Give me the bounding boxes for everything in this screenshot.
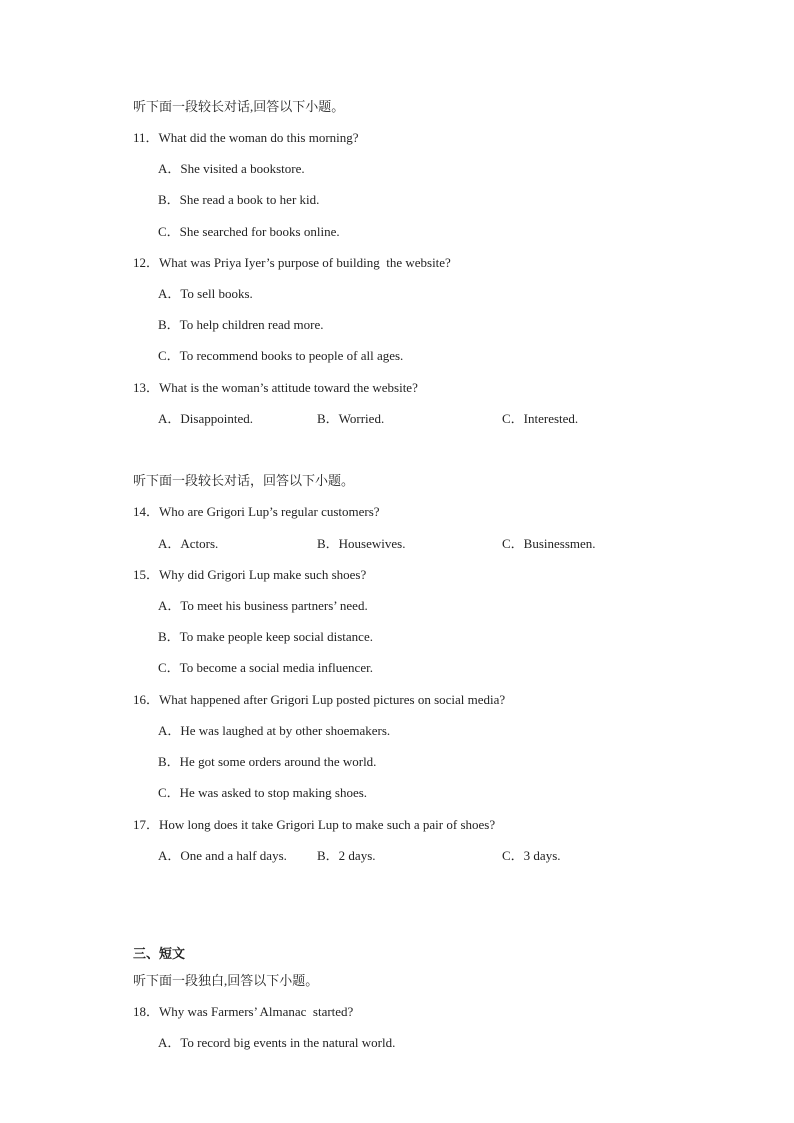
question-stem: 15．Why did Grigori Lup make such shoes?	[133, 567, 367, 582]
option-a: A．One and a half days.	[158, 848, 287, 863]
section-heading: 三、短文	[133, 946, 186, 961]
option-c: C．Interested.	[502, 411, 579, 426]
section-intro: 听下面一段较长对话，回答以下小题。	[133, 473, 355, 488]
option-a: A．To record big events in the natural world.	[158, 1035, 396, 1050]
option-a: A．To sell books.	[158, 286, 253, 301]
option-c: C．He was asked to stop making shoes.	[158, 785, 368, 800]
option-a: A．He was laughed at by other shoemakers.	[158, 723, 391, 738]
question-stem: 13．What is the woman’s attitude toward the website?	[133, 380, 418, 395]
option-b: B．To make people keep social distance.	[158, 629, 373, 644]
option-b: B．2 days.	[317, 848, 376, 863]
question-stem: 14．Who are Grigori Lup’s regular customers?	[133, 504, 380, 519]
question-stem: 18．Why was Farmers’ Almanac started?	[133, 1004, 354, 1019]
question-stem: 12．What was Priya Iyer’s purpose of building the website?	[133, 255, 451, 270]
option-a: A．Disappointed.	[158, 411, 253, 426]
section-intro: 听下面一段独白,回答以下小题。	[133, 973, 319, 988]
option-a: A．To meet his business partners’ need.	[158, 598, 368, 613]
option-b: B．She read a book to her kid.	[158, 192, 320, 207]
option-b: B．Housewives.	[317, 536, 406, 551]
section-intro: 听下面一段较长对话,回答以下小题。	[133, 99, 345, 114]
option-c: C．Businessmen.	[502, 536, 596, 551]
option-a: A．She visited a bookstore.	[158, 161, 305, 176]
option-b: B．To help children read more.	[158, 317, 324, 332]
option-b: B．Worried.	[317, 411, 385, 426]
option-c: C．3 days.	[502, 848, 561, 863]
option-c: C．She searched for books online.	[158, 224, 340, 239]
question-stem: 11．What did the woman do this morning?	[133, 130, 359, 145]
option-b: B．He got some orders around the world.	[158, 754, 377, 769]
option-c: C．To recommend books to people of all ages.	[158, 348, 404, 363]
option-c: C．To become a social media influencer.	[158, 660, 373, 675]
question-stem: 16．What happened after Grigori Lup posted pictures on social media?	[133, 692, 506, 707]
question-stem: 17．How long does it take Grigori Lup to make such a pair of shoes?	[133, 817, 496, 832]
option-a: A．Actors.	[158, 536, 219, 551]
